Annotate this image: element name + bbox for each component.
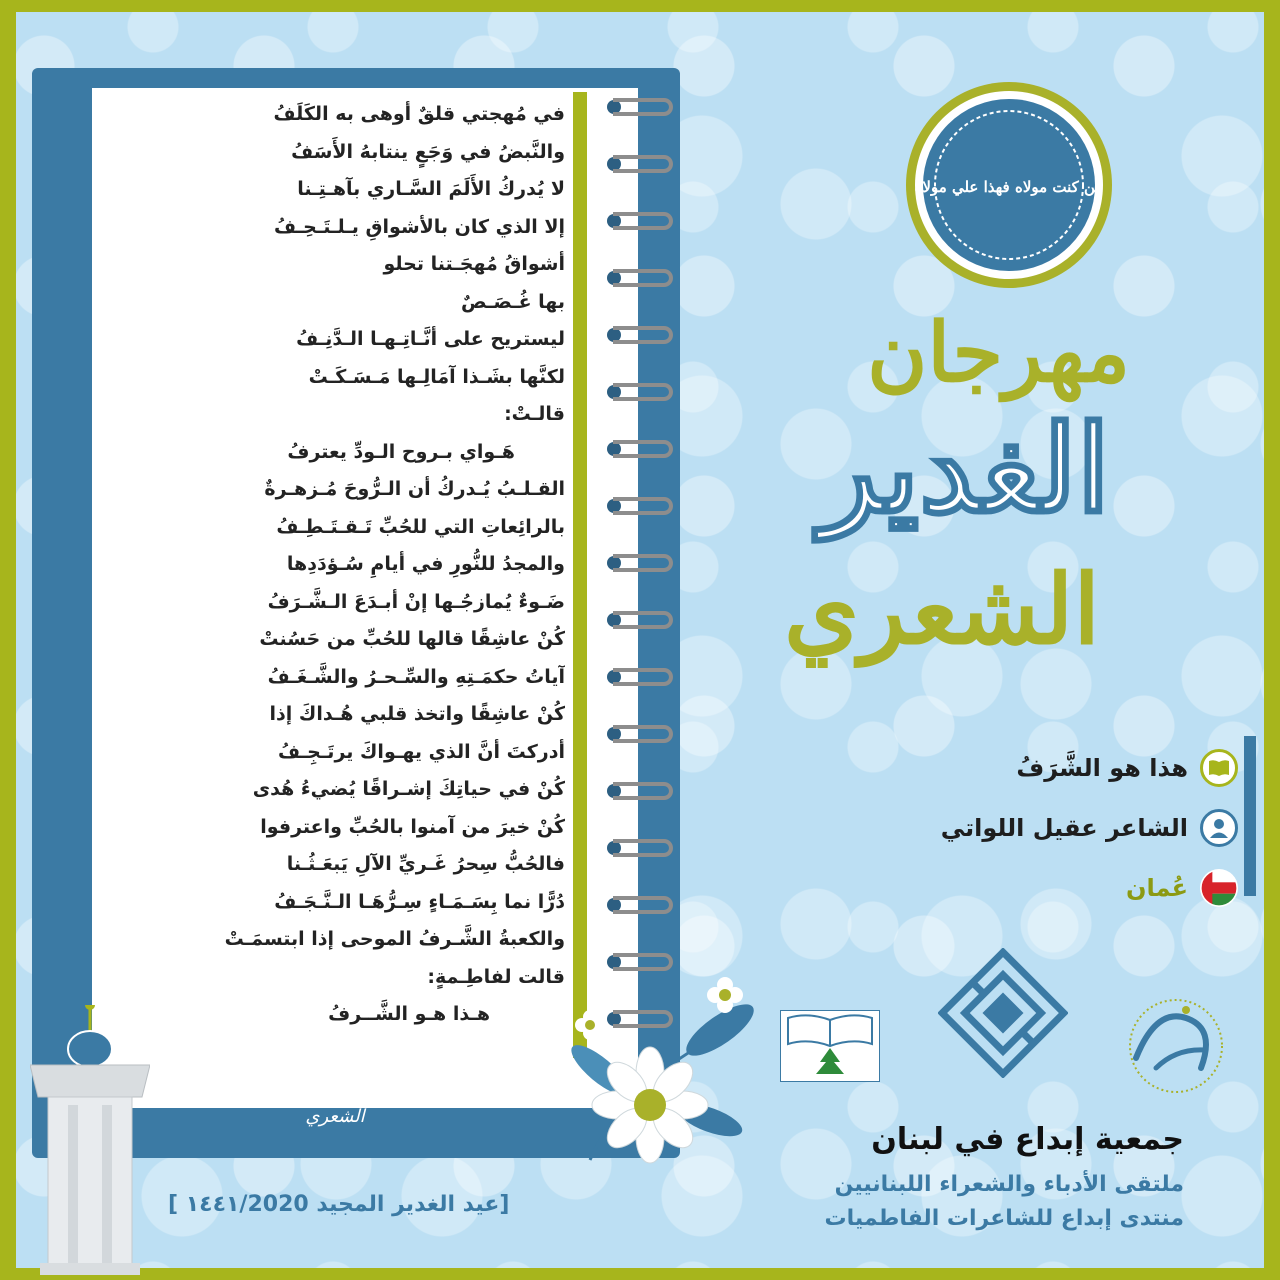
poem-line: إلا الذي كان بالأشواقِ يـلـتَـحِـفُ: [273, 215, 565, 238]
spiral-ring: [605, 837, 677, 859]
poem-line: لا يُدركُ الأَلَمَ السَّـاري بآهـتِـنا: [297, 178, 565, 200]
frame-bottom: [0, 1268, 1280, 1280]
poem-line: قالـتْ:: [504, 403, 565, 425]
poem-line: كُنْ عاشِقًا قالها للحُبِّ من حَسُنتْ: [259, 628, 565, 650]
poem-line: لكنَّها بشَـذا آمَالِـها مَـسَـكَـتْ: [308, 365, 565, 388]
spiral-ring: [605, 438, 677, 460]
poem-line: أشواقُ مُهجَـتنا تحلو: [383, 253, 565, 275]
festival-title: [784, 300, 1170, 700]
title-line-2: الغدير: [819, 399, 1110, 540]
poem-line: والمجدُ للنُّورِ في أيامِ سُـؤدَدِها: [286, 553, 565, 575]
poem-line: قالت لفاطِـمةٍ:: [427, 965, 565, 988]
poem-line: ضَـوءٌ يُمازجُـها إنْ أبـدَعَ الـشَّـرَفُ: [267, 590, 565, 613]
spiral-ring: [605, 153, 677, 175]
spiral-ring: [605, 723, 677, 745]
org-subtitle-2: منتدى إبداع للشاعرات الفاطميات: [824, 1206, 1184, 1231]
spiral-ring: [605, 267, 677, 289]
spiral-ring: [605, 780, 677, 802]
cedar-icon: [780, 1010, 880, 1082]
seal-text: من كنت مولاه فهذا علي مولاه: [914, 178, 1104, 196]
user-icon: [1200, 809, 1238, 847]
info-accent-bar: [1244, 736, 1256, 896]
poem-text: [100, 96, 565, 1034]
spiral-ring: [605, 495, 677, 517]
org-subtitle-1: ملتقى الأدباء والشعراء اللبنانيين: [834, 1172, 1184, 1197]
frame-top: [0, 0, 1280, 12]
notebook-accent-strip: [573, 92, 587, 1058]
org-name: جمعية إبداع في لبنان: [871, 1122, 1184, 1157]
date-line: [عيد الغدير المجيد ١٤٤١/2020 ]: [168, 1192, 510, 1217]
poem-line: والكعبةُ الشَّـرفُ الموحى إذا ابتسمَـتْ: [224, 928, 565, 950]
poem-line: آياتُ حكمَـتِهِ والسِّـحـرُ والشَّـغَـفُ: [267, 665, 565, 688]
seal-emblem: [904, 80, 1114, 290]
book-icon: [1200, 749, 1238, 787]
spiral-ring: [605, 381, 677, 403]
poet-name-text: الشاعر عقيل اللواتي: [940, 814, 1188, 842]
poem-title-text: هذا هو الشَّرَفُ: [1016, 754, 1188, 782]
info-poet: [941, 806, 1238, 850]
poem-line: كُنْ خيرَ من آمنوا بالحُبِّ واعترفوا: [260, 815, 565, 838]
poem-line: بالرائِعاتِ التي للحُبِّ تَـقـتَـطِـفُ: [276, 515, 565, 538]
poem-line: فالحُبُّ سِحرُ غَـريِّ الآلِ يَبعَـثُـنا: [286, 853, 565, 875]
spiral-ring: [605, 552, 677, 574]
poem-line: ليستريح على أنَّـاتِـهـا الـدَّنِـفُ: [296, 328, 565, 350]
spiral-ring: [605, 324, 677, 346]
info-poem-title: [1016, 746, 1238, 790]
festival-logo: مهرجان الغدير الشعري: [281, 1085, 389, 1127]
podium-icon: [30, 1005, 150, 1275]
spiral-ring: [605, 666, 677, 688]
oman-flag-icon: [1200, 869, 1238, 907]
spiral-ring: [605, 609, 677, 631]
title-line-3: الشعري: [784, 553, 1100, 666]
notebook-spiral: [605, 96, 685, 1056]
poem-line: كُنْ عاشِقًا واتخذ قلبي هُـداكَ إذا: [269, 703, 565, 725]
poem-line: أدركتَ أنَّ الذي يهـواكَ يرتَـجِـفُ: [278, 740, 565, 763]
frame-right: [1264, 0, 1280, 1280]
fatimiyat-logo-icon: [1116, 988, 1236, 1098]
poem-line: كُنْ في حياتِكَ إشـراقًا يُضيءُ هُدى: [252, 778, 565, 800]
poem-line: دُرًّا نما بِسَـمَـاءٍ سِـرُّهَـا الـنَّـجَـفُ: [274, 890, 565, 913]
frame-left: [0, 0, 16, 1280]
poem-line: هَـواي بـروح الـودِّ يعترفُ: [287, 440, 515, 463]
spiral-ring: [605, 210, 677, 232]
info-country: [1126, 866, 1238, 910]
spiral-ring: [605, 96, 677, 118]
title-line-1: مهرجان: [867, 305, 1130, 401]
country-text: عُمان: [1126, 874, 1188, 902]
poem-line: هـذا هـو الشَّــرفُ: [328, 1003, 490, 1025]
poem-line: بها غُـصَـصٌ: [460, 290, 565, 313]
spiral-ring: [605, 894, 677, 916]
poem-line: والنَّبضُ في وَجَعٍ ينتابهُ الأَسَفُ: [291, 140, 565, 163]
kufic-logo-icon: [938, 948, 1068, 1078]
poem-line: القـلـبُ يُـدركُ أن الـرُّوحَ مُـزهـرةٌ: [264, 478, 565, 500]
flower-icon: [560, 920, 770, 1170]
poem-line: في مُهجتي قلقٌ أوهى به الكَلَفُ: [273, 103, 565, 125]
